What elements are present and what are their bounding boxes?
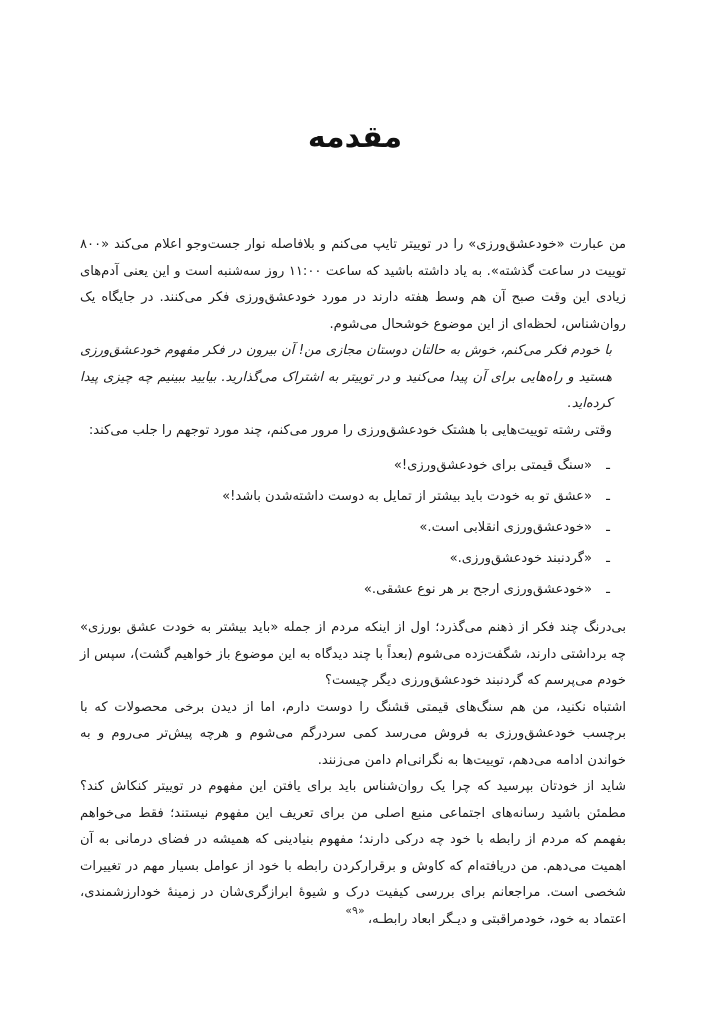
tweet-quotes-list [80,450,626,605]
list-item [80,574,610,605]
chapter-body [80,232,626,933]
page-number: «۹» [345,904,365,917]
paragraph-6: شاید از خودتان بپرسید که چرا یک روان‌شناس باید برای یافتن این مفهوم در توییتر کنکاش کند؟ مطمئن باشید رسانه‌های اجتماعی منبع اصلی من برای تعریف این مفهوم نیستند؛ فقط می‌خواهم بفهمم که مردم از رابطه با خود چه درکی دارند؛ مفهوم بنیادینی که همیشه در فضای درمانی به آن اهمیت می‌دهم. من دریافته‌ام که کاوش و برقرارکردن رابطه با خود از عوامل بسیار مهم در تغییرات شخصی است. مراجعانم برای بررسی کیفیت درک و شیوهٔ ابرازگری‌شان در زمینهٔ خودارزشمندی، اعتماد به خود، خودمراقبتی و دیـگر ابعاد رابطـه، [80,779,626,927]
list-item [80,481,610,512]
bullet-dash: ـ [606,458,610,473]
paragraph-4: بی‌درنگ چند فکر از ذهنم می‌گذرد؛ اول از اینکه مردم از جمله «باید بیشتر به خودت عشق بورزی» چه برداشتی دارند، شگفت‌زده می‌شوم (بعداً با چند دیدگاه به این موضوع باز خواهیم گشت)، سپس از خودم می‌پرسم که گردنبند خودعشق‌ورزی دیگر چیست؟ [80,620,626,688]
paragraph-1: من عبارت «خودعشق‌ورزی» را در توییتر تایپ می‌کنم و بلافاصله نوار جست‌وجو اعلام می‌کند «۸۰۰ توییت در ساعت گذشته». به یاد داشته باشید که ساعت ۱۱:۰۰ روز سه‌شنبه است و این یعنی آدم‌های زیادی این وقت صبح آن هم وسط هفته دارند در مورد خودعشق‌ورزی فکر می‌کنند. در جایگاه یک روان‌شناس، لحظه‌ای از این موضوع خوشحال می‌شوم. [80,237,627,332]
bullet-dash: ـ [606,520,610,535]
chapter-title: مقدمه [307,120,403,156]
quote-text: «خودعشق‌ورزی ارجح بر هر نوع عشقی.» [363,582,592,597]
list-item [80,543,610,574]
bullet-dash: ـ [606,551,610,566]
quote-text: «سنگ قیمتی برای خودعشق‌ورزی!» [393,458,592,473]
paragraph-3: وقتی رشته توییت‌هایی با هشتک خودعشق‌ورزی را مرور می‌کنم، چند مورد توجهم را جلب می‌کند: [88,422,612,438]
quote-text: «خودعشق‌ورزی انقلابی است.» [419,520,592,535]
list-item [80,450,610,481]
bullet-dash: ـ [606,489,610,504]
paragraph-5: اشتباه نکنید، من هم سنگ‌های قیمتی قشنگ را دوست دارم، اما از دیدن برخی محصولات که با برچسب خودعشق‌ورزی به فروش می‌رسد کمی سردرگم می‌شوم و هرچه پیش‌تر می‌روم و به خواندن ادامه می‌دهم، توییت‌ها به نگرانی‌ام دامن می‌زنند. [80,699,626,768]
list-item [80,512,610,543]
quote-text: «گردنبند خودعشق‌ورزی.» [449,551,592,566]
bullet-dash: ـ [606,582,610,597]
paragraph-2: با خودم فکر می‌کنم، خوش به حالتان دوستان مجازی من! آن بیرون در فکر مفهوم خودعشق‌ورزی هستید و راه‌هایی برای آن پیدا می‌کنید و در توییتر به اشتراک می‌گذارید. بیایید ببینیم چه چیزی پیدا کرده‌اید. [80,343,612,411]
quote-text: «عشق تو به خودت باید بیشتر از تمایل به دوست داشته‌شدن باشد!» [222,489,592,504]
